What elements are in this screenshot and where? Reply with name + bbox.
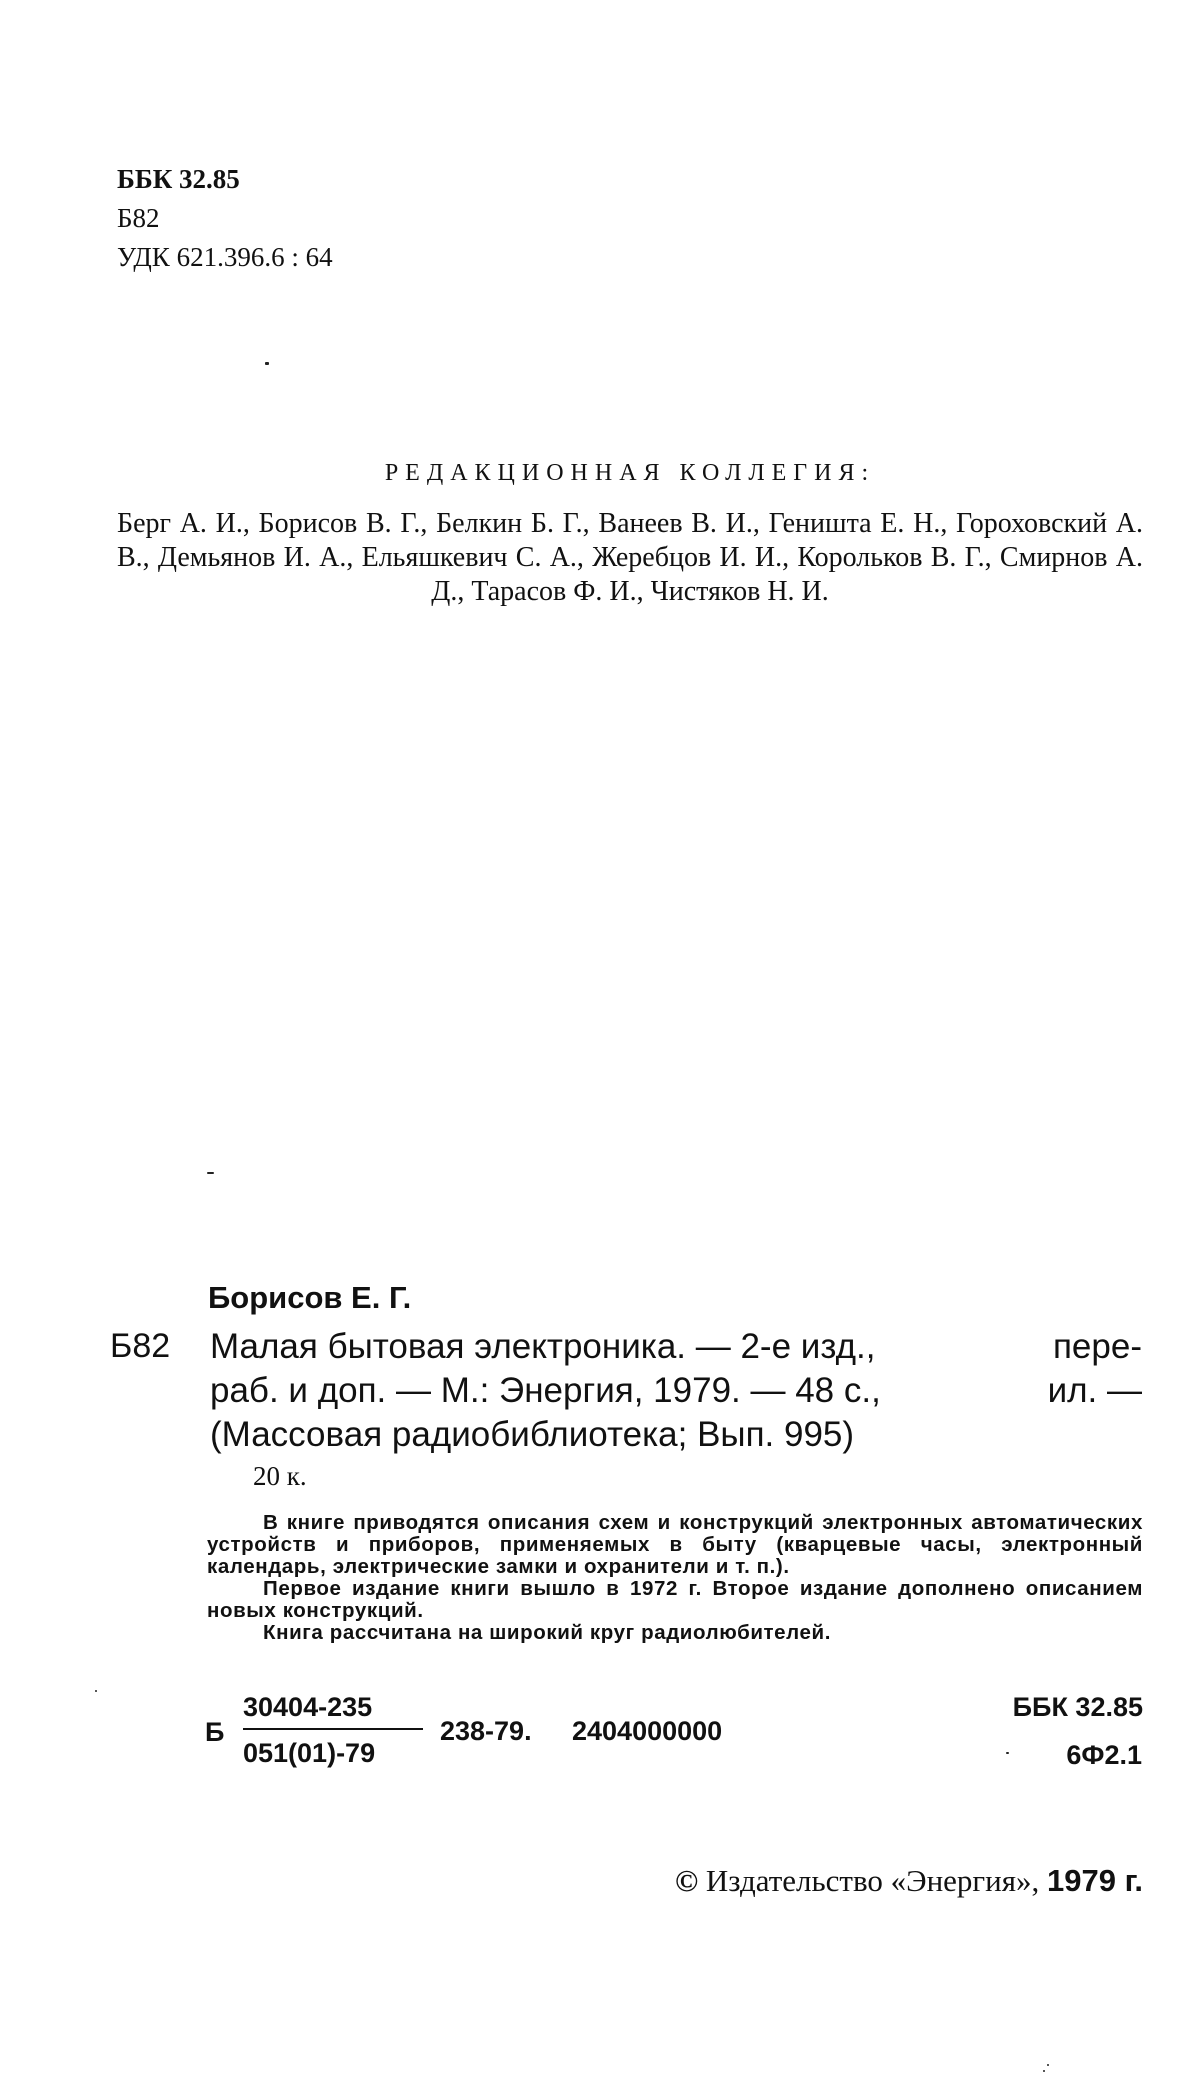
annotation-paragraph-1: В книге приводятся описания схем и конструкций электронных автоматических устройств и приборов, применяемых в быту (кварцевые часы, электронный календарь, электрические замки и охранители и т. п.).	[207, 1511, 1143, 1578]
price: 20 к.	[253, 1461, 307, 1491]
editorial-board-heading: РЕДАКЦИОННАЯ КОЛЛЕГИЯ:	[384, 460, 876, 486]
copyright-line	[675, 1863, 1143, 1899]
publishing-code-fraction-bar	[243, 1728, 423, 1730]
biblio-line-2	[210, 1369, 1142, 1413]
catalog-author: Борисов Е. Г.	[208, 1280, 412, 1315]
biblio-line-2-right: ил. —	[1047, 1371, 1142, 1410]
scan-speck	[95, 1690, 97, 1692]
scan-speck	[1006, 1752, 1009, 1754]
publishing-code-number: 238-79.	[440, 1716, 532, 1746]
copyright-year: 1979 г.	[1047, 1863, 1143, 1898]
scan-speck	[265, 362, 269, 365]
series-note: (Массовая радиобиблиотека; Вып. 995)	[210, 1415, 855, 1454]
bbk-index: ББК 32.85	[117, 164, 240, 194]
biblio-line-1	[210, 1325, 1142, 1369]
biblio-line-1-right: пере-	[1052, 1327, 1142, 1366]
scan-speck	[207, 1172, 214, 1174]
bibliographic-description	[210, 1325, 1142, 1457]
bbk-subclass: 6Ф2.1	[1066, 1740, 1142, 1770]
catalog-book-code: Б82	[110, 1327, 171, 1365]
annotation-paragraph-2: Первое издание книги вышло в 1972 г. Второе издание дополнено описанием новых конструкций.	[207, 1577, 1143, 1622]
editorial-board-members: Берг А. И., Борисов В. Г., Белкин Б. Г., Ванеев В. И., Геништа Е. Н., Гороховский А. В., Демьянов И. А., Ельяшкевич С. А., Жеребцов И. И., Корольков В. Г., Смирнов А. Д., Тарасов Ф. И., Чистяков Н. И.	[117, 508, 1143, 607]
publishing-code-letter: Б	[205, 1717, 225, 1747]
copyright-icon: ©	[675, 1863, 699, 1898]
scan-speck	[1043, 2070, 1045, 2072]
publishing-code-serial: 2404000000	[572, 1716, 723, 1746]
annotation	[207, 1512, 1143, 1644]
scan-speck	[1047, 2064, 1049, 2066]
book-code-index: Б82	[117, 203, 160, 233]
biblio-line-2-left: раб. и доп. — М.: Энергия, 1979. — 48 с.,	[210, 1371, 881, 1410]
biblio-line-1-left: Малая бытовая электроника. — 2-е изд.,	[210, 1327, 876, 1366]
annotation-paragraph-3: Книга рассчитана на широкий круг радиолюбителей.	[263, 1621, 832, 1644]
publishing-code-numerator: 30404-235	[243, 1692, 373, 1722]
udk-index: УДК 621.396.6 : 64	[117, 242, 333, 272]
bbk-bottom: ББК 32.85	[1012, 1692, 1143, 1722]
publishing-code-denominator: 051(01)-79	[243, 1738, 376, 1768]
copyright-publisher: Издательство «Энергия»,	[698, 1863, 1047, 1898]
biblio-line-3	[210, 1413, 1142, 1457]
